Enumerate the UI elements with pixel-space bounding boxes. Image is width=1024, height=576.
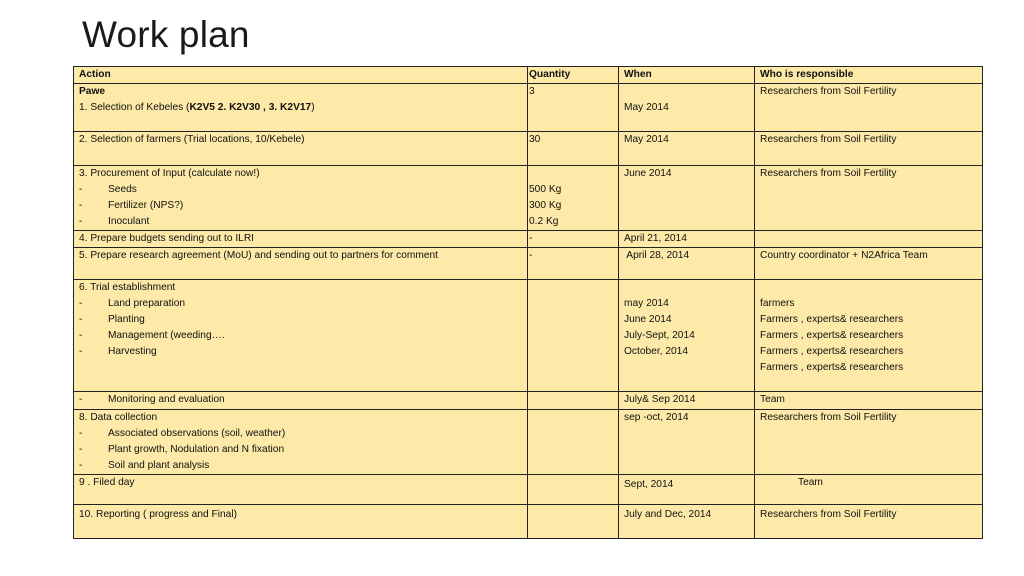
list-item: - Harvesting [79,346,157,357]
who-cell: Team [755,392,983,410]
header-action: Action [74,67,528,84]
when-cell: April 21, 2014 [619,231,755,248]
header-when: When [619,67,755,84]
action-cell: 8. Data collection - Associated observations (soil, weather) - Plant growth, Nodulation and N fixation - Soil and plant analysis [74,410,528,475]
who-cell: Researchers from Soil Fertility [755,84,983,132]
table-header-row [74,67,983,84]
when-cell: May 2014 [619,84,755,132]
list-item: - Land preparation [79,298,186,309]
quantity-cell [528,392,619,410]
who-cell [755,231,983,248]
action-cell: 5. Prepare research agreement (MoU) and sending out to partners for comment [74,248,528,280]
quantity-cell: 500 Kg 300 Kg 0.2 Kg [528,166,619,231]
when-cell: Sept, 2014 [619,475,755,505]
table-row [74,392,983,410]
quantity-cell [528,475,619,505]
who-cell: Team [755,475,983,505]
list-item: - Soil and plant analysis [79,460,210,471]
list-item: - Inoculant [79,216,150,227]
table-row [74,132,983,166]
header-quantity: Quantity [528,67,619,84]
list-item: - Fertilizer (NPS?) [79,200,184,211]
quantity-cell: - [528,248,619,280]
action-cell: 3. Procurement of Input (calculate now!) - Seeds - Fertilizer (NPS?) - Inoculant [74,166,528,231]
site-label: Pawe [79,86,106,97]
list-item: - Associated observations (soil, weather) [79,428,286,439]
work-plan-table [73,66,983,539]
when-cell: may 2014 June 2014 July-Sept, 2014 October, 2014 [619,280,755,392]
table-row [74,505,983,539]
page-title: Work plan [82,14,250,55]
list-item: - Planting [79,314,145,325]
when-cell: June 2014 [619,166,755,231]
table-row [74,410,983,475]
action-cell: 9 . Filed day [74,475,528,505]
table-row [74,280,983,392]
quantity-cell: - [528,231,619,248]
action-cell: 6. Trial establishment - Land preparation - Planting - Management (weeding…. - Harvesting [74,280,528,392]
action-cell: 2. Selection of farmers (Trial locations, 10/Kebele) [74,132,528,166]
when-cell: July& Sep 2014 [619,392,755,410]
table-row [74,231,983,248]
header-who: Who is responsible [755,67,983,84]
table-row [74,475,983,505]
who-cell: Researchers from Soil Fertility [755,166,983,231]
list-item: - Monitoring and evaluation [79,394,225,405]
list-item: - Management (weeding…. [79,330,225,341]
who-cell: Researchers from Soil Fertility [755,132,983,166]
table-row [74,84,983,132]
quantity-cell: 30 [528,132,619,166]
action-cell [74,84,528,132]
who-cell: farmers Farmers , experts& researchers Farmers , experts& researchers Farmers , experts& researchers Farmers , experts& researchers [755,280,983,392]
action-cell [74,392,528,410]
when-cell: sep -oct, 2014 [619,410,755,475]
table-row [74,166,983,231]
table-row [74,248,983,280]
action-cell: 4. Prepare budgets sending out to ILRI [74,231,528,248]
list-item: - Plant growth, Nodulation and N fixation [79,444,285,455]
who-cell: Country coordinator + N2Africa Team [755,248,983,280]
quantity-cell: 3 [528,84,619,132]
when-cell: April 28, 2014 [619,248,755,280]
action-text: 1. Selection of Kebeles (K2V5 2. K2V30 , 3. K2V17) [79,102,315,113]
who-cell: Researchers from Soil Fertility [755,505,983,539]
quantity-cell [528,280,619,392]
quantity-cell [528,505,619,539]
when-cell: July and Dec, 2014 [619,505,755,539]
quantity-cell [528,410,619,475]
list-item: - Seeds [79,184,137,195]
when-cell: May 2014 [619,132,755,166]
who-cell: Researchers from Soil Fertility [755,410,983,475]
action-cell: 10. Reporting ( progress and Final) [74,505,528,539]
